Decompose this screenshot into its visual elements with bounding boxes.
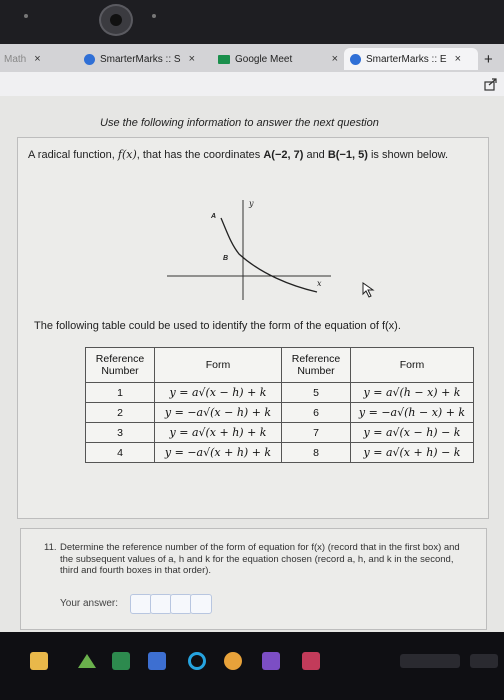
equation-form: y = a√(x − h) + k [155, 383, 282, 403]
function-graph [165, 198, 333, 302]
share-icon[interactable] [484, 77, 498, 91]
table-row [86, 403, 474, 423]
monitor-bezel [0, 0, 504, 44]
answer-box-2[interactable] [150, 594, 172, 614]
header-form: Form [351, 348, 474, 383]
system-tray[interactable] [400, 654, 460, 668]
classroom-icon[interactable] [112, 652, 130, 670]
reference-number: 3 [86, 423, 155, 443]
close-icon[interactable]: × [188, 53, 196, 65]
app-icon[interactable] [262, 652, 280, 670]
intro-text [28, 148, 480, 162]
reference-number: 1 [86, 383, 155, 403]
browser-toolbar [0, 72, 504, 96]
function-curve [221, 218, 317, 292]
indicator-dot [152, 14, 156, 18]
answer-box-1[interactable] [130, 594, 152, 614]
answer-label: Your answer: [60, 598, 118, 609]
point-a-label: A [211, 213, 217, 220]
meet-icon [218, 55, 230, 64]
reference-number: 7 [282, 423, 351, 443]
smartermarks-icon [84, 54, 95, 65]
tab-math[interactable] [4, 48, 41, 70]
answer-box-4[interactable] [190, 594, 212, 614]
indicator-dot [24, 14, 28, 18]
intro-and: and [303, 149, 328, 161]
browser-tab-bar [0, 44, 504, 72]
table-header-row [86, 348, 474, 383]
files-icon[interactable] [30, 652, 48, 670]
function-name: f(x) [117, 148, 137, 161]
question-text: Determine the reference number of the form of equation for f(x) (record that in the first box) and the subsequent values of a, h and k for the equation chosen (record a, h, and k in the second, third and fourth boxes in that order). [60, 542, 460, 576]
form-table-caption: The following table could be used to identify the form of the equation of f(x). [34, 320, 401, 332]
table-row [86, 423, 474, 443]
app-icon[interactable] [302, 652, 320, 670]
close-icon[interactable]: × [454, 53, 462, 65]
reference-number: 5 [282, 383, 351, 403]
reference-number: 8 [282, 443, 351, 463]
tab-label: SmarterMarks :: S [100, 53, 181, 65]
intro-middle: , that has the coordinates [136, 149, 264, 161]
new-tab-button[interactable]: + [484, 50, 493, 68]
intro-prefix: A radical function, [28, 149, 118, 161]
tab-google-meet[interactable] [218, 48, 338, 70]
equation-form: y = −a√(x + h) + k [155, 443, 282, 463]
reference-number: 4 [86, 443, 155, 463]
app-icon[interactable] [224, 652, 242, 670]
point-b: B(−1, 5) [327, 149, 368, 161]
webcam [99, 4, 133, 36]
tab-label: SmarterMarks :: E [366, 53, 447, 65]
header-reference-number: Reference Number [86, 348, 155, 383]
question-number: 11. [44, 542, 57, 553]
equation-form: y = a√(x + h) − k [351, 443, 474, 463]
equation-form: y = −a√(h − x) + k [351, 403, 474, 423]
drive-icon[interactable] [78, 654, 96, 668]
answer-box-3[interactable] [170, 594, 192, 614]
tab-label: Math [4, 53, 27, 65]
point-a: A(−2, 7) [263, 149, 304, 161]
smartermarks-icon [350, 54, 361, 65]
intro-suffix: is shown below. [367, 149, 449, 161]
tab-label: Google Meet [235, 53, 293, 65]
equation-form: y = −a√(x − h) + k [155, 403, 282, 423]
tab-smartermarks-s[interactable] [84, 48, 195, 70]
close-icon[interactable]: × [331, 53, 338, 65]
x-axis-label: x [317, 279, 322, 288]
y-axis-label: y [249, 199, 254, 208]
taskbar [0, 632, 504, 700]
mouse-cursor-icon [362, 282, 376, 298]
reference-table [85, 347, 474, 463]
table-row [86, 443, 474, 463]
header-reference-number: Reference Number [282, 348, 351, 383]
docs-icon[interactable] [148, 652, 166, 670]
instructions-heading: Use the following information to answer the next question [100, 117, 379, 129]
close-icon[interactable]: × [34, 53, 41, 65]
tab-smartermarks-e[interactable] [344, 48, 478, 70]
chrome-icon[interactable] [188, 652, 206, 670]
equation-form: y = a√(x − h) − k [351, 423, 474, 443]
reference-number: 6 [282, 403, 351, 423]
equation-form: y = a√(h − x) + k [351, 383, 474, 403]
table-row [86, 383, 474, 403]
clock[interactable] [470, 654, 498, 668]
point-b-label: B [223, 255, 229, 262]
header-form: Form [155, 348, 282, 383]
reference-number: 2 [86, 403, 155, 423]
equation-form: y = a√(x + h) + k [155, 423, 282, 443]
